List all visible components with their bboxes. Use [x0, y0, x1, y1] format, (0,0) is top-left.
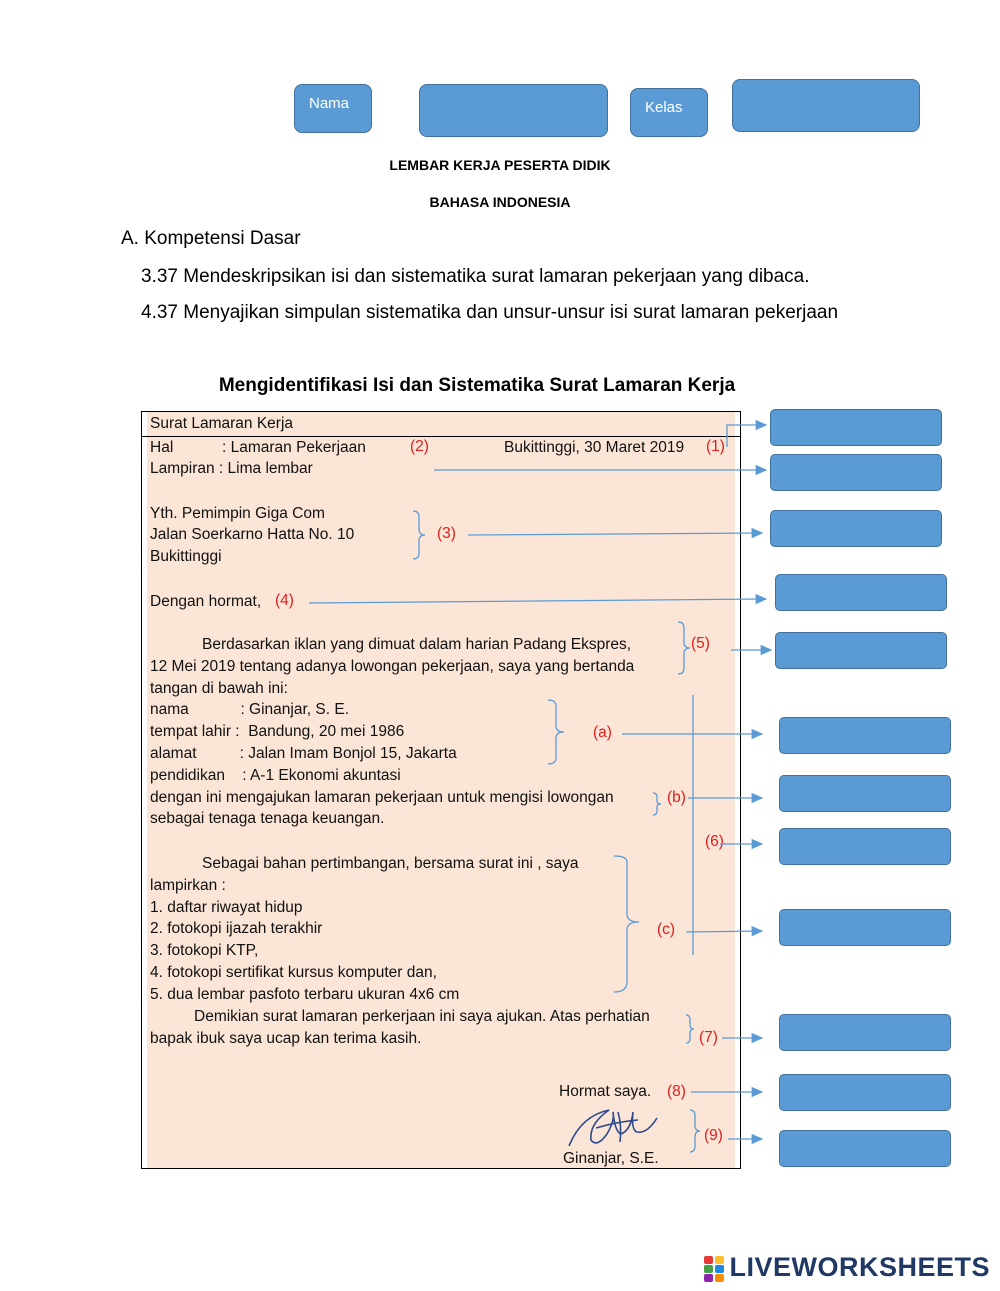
brace-9	[690, 1110, 700, 1152]
recipient-line-1: Yth. Pemimpin Giga Com	[150, 505, 325, 522]
lampiran: Lampiran : Lima lembar	[150, 460, 313, 477]
hal-value: : Lamaran Pekerjaan	[222, 439, 366, 456]
opening-line-3: tangan di bawah ini:	[150, 680, 288, 697]
arrow-1	[727, 425, 766, 447]
letter-title: Surat Lamaran Kerja	[150, 415, 294, 432]
class-label: Kelas	[645, 99, 683, 116]
marker-9: (9)	[704, 1127, 723, 1144]
identity-name: nama : Ginanjar, S. E.	[150, 701, 350, 718]
brand-text: LIVEWORKSHEETS	[729, 1252, 990, 1282]
closing-line-2: bapak ibuk saya ucap kan terima kasih.	[150, 1030, 422, 1047]
section-a-heading: A. Kompetensi Dasar	[121, 228, 301, 249]
signature	[569, 1110, 657, 1146]
activity-title: Mengidentifikasi Isi dan Sistematika Surat Lamaran Kerja	[218, 375, 736, 396]
regards: Hormat saya.	[559, 1083, 652, 1100]
answer-a-input[interactable]	[779, 717, 951, 754]
brace-7	[686, 1015, 694, 1043]
marker-4: (4)	[275, 592, 294, 609]
kd-4-37: 4.37 Menyajikan simpulan sistematika dan unsur-unsur isi surat lamaran pekerjaan	[141, 302, 839, 323]
marker-3: (3)	[437, 525, 456, 542]
liveworksheets-logo	[704, 1252, 990, 1283]
signer-name: Ginanjar, S.E.	[563, 1150, 659, 1167]
answer-1-input[interactable]	[770, 409, 942, 446]
apply-line-2: sebagai tenaga tenaga keuangan.	[150, 810, 385, 827]
subject-title: BAHASA INDONESIA	[429, 194, 571, 210]
opening-line-1: Berdasarkan iklan yang dimuat dalam harian Padang Ekspres,	[202, 636, 632, 653]
arrow-3	[468, 533, 762, 535]
apply-line-1: dengan ini mengajukan lamaran pekerjaan untuk mengisi lowongan	[150, 789, 614, 806]
identity-birth: tempat lahir : Bandung, 20 mei 1986	[150, 723, 405, 740]
kd-3-37: 3.37 Mendeskripsikan isi dan sistematika surat lamaran pekerjaan yang dibaca.	[141, 266, 810, 287]
identity-education: pendidikan : A-1 Ekonomi akuntasi	[150, 767, 401, 784]
identity-address: alamat : Jalan Imam Bonjol 15, Jakarta	[150, 745, 457, 762]
attach-item: 2. fotokopi ijazah terakhir	[150, 920, 323, 937]
attach-intro-1: Sebagai bahan pertimbangan, bersama surat ini , saya	[202, 855, 579, 872]
logo-icon	[704, 1256, 726, 1282]
place-date: Bukittinggi, 30 Maret 2019	[504, 439, 685, 456]
answer-5-input[interactable]	[775, 632, 947, 669]
brace-b	[653, 793, 661, 815]
greeting: Dengan hormat,	[150, 593, 262, 610]
answer-7-input[interactable]	[779, 1014, 951, 1051]
answer-c-input[interactable]	[779, 909, 951, 946]
marker-8: (8)	[667, 1083, 686, 1100]
recipient-line-2: Jalan Soerkarno Hatta No. 10	[150, 526, 355, 543]
brace-a	[548, 700, 564, 764]
answer-9-input[interactable]	[779, 1130, 951, 1167]
answer-6-input[interactable]	[779, 828, 951, 865]
answer-b-input[interactable]	[779, 775, 951, 812]
attach-item: 5. dua lembar pasfoto terbaru ukuran 4x6 cm	[150, 986, 460, 1003]
opening-line-2: 12 Mei 2019 tentang adanya lowongan pekerjaan, saya yang bertanda	[150, 658, 635, 675]
arrow-4	[309, 599, 766, 603]
brace-3	[413, 511, 425, 559]
marker-5: (5)	[691, 635, 710, 652]
attach-item: 4. fotokopi sertifikat kursus komputer dan,	[150, 964, 437, 981]
answer-3-input[interactable]	[770, 510, 942, 547]
worksheet-title: LEMBAR KERJA PESERTA DIDIK	[389, 157, 611, 173]
marker-2: (2)	[410, 438, 429, 455]
marker-1: (1)	[706, 438, 725, 455]
marker-7: (7)	[699, 1029, 718, 1046]
hal-label: Hal	[150, 439, 174, 456]
answer-4-input[interactable]	[775, 574, 947, 611]
recipient-line-3: Bukittinggi	[150, 548, 222, 565]
marker-a: (a)	[593, 724, 612, 741]
attach-item: 1. daftar riwayat hidup	[150, 899, 303, 916]
answer-2-input[interactable]	[770, 454, 942, 491]
arrow-c	[686, 931, 762, 932]
marker-c: (c)	[657, 921, 676, 938]
answer-8-input[interactable]	[779, 1074, 951, 1111]
closing-line-1: Demikian surat lamaran perkerjaan ini saya ajukan. Atas perhatian	[194, 1008, 650, 1025]
brace-c	[614, 856, 639, 992]
attach-intro-2: lampirkan :	[150, 877, 226, 894]
marker-6: (6)	[705, 833, 724, 850]
attach-item: 3. fotokopi KTP,	[150, 942, 259, 959]
brace-5	[678, 622, 690, 674]
marker-b: (b)	[667, 789, 686, 806]
name-label: Nama	[309, 95, 350, 112]
